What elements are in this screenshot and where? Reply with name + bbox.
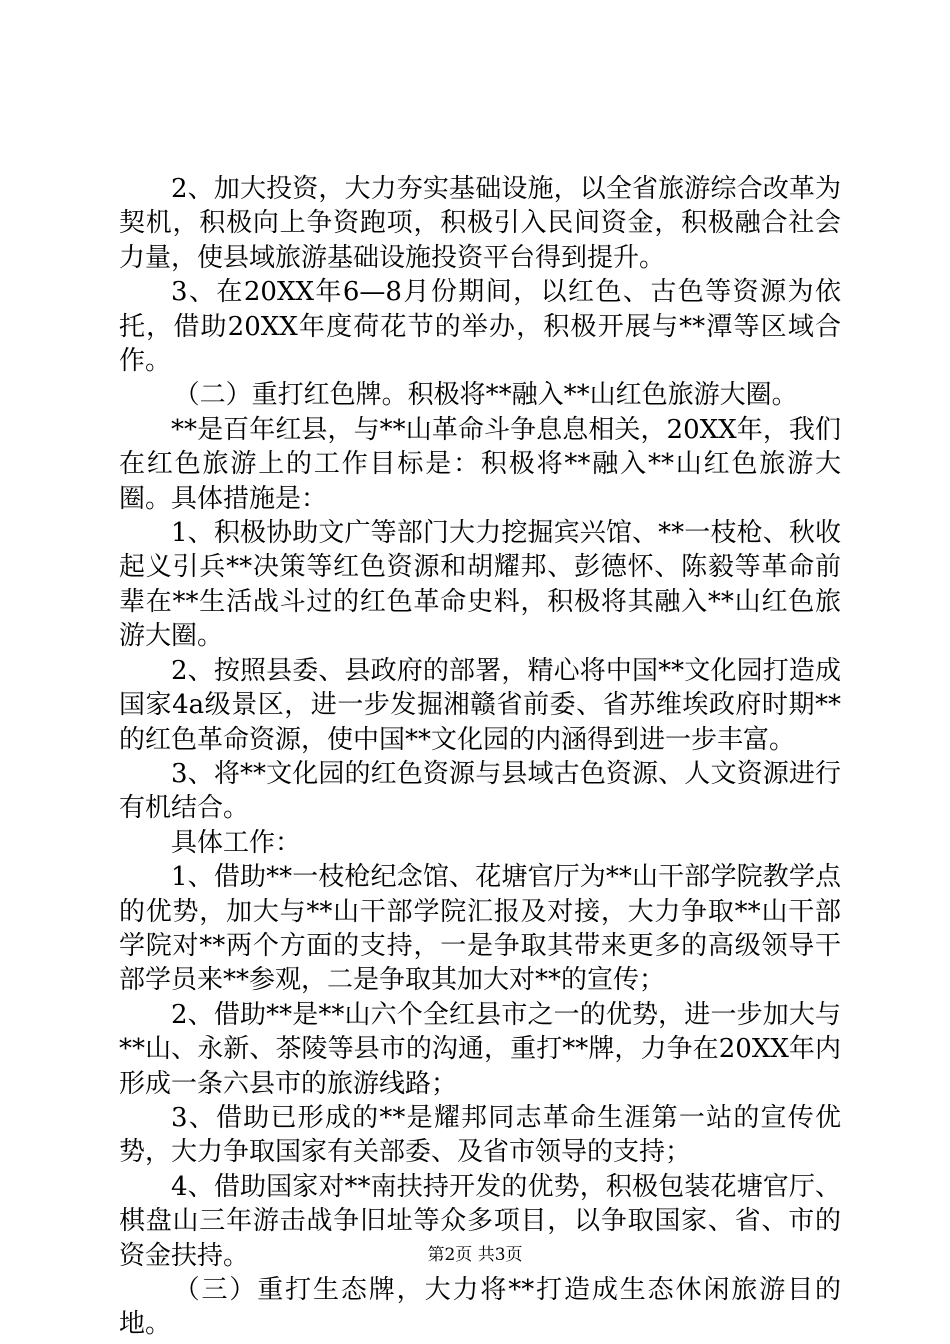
document-body <box>119 172 841 1342</box>
paragraph-measure-1: 1、积极协助文广等部门大力挖掘宾兴馆、**一枝枪、秋收起义引兵**决策等红色资源和胡耀邦、彭德怀、陈毅等革命前辈在**生活战斗过的红色革命史料，积极将其融入**山红色旅游大圈。 <box>119 518 841 652</box>
page-footer: 第2页 共3页 <box>427 1245 523 1265</box>
paragraph-lotus-festival: 3、在20XX年6—8月份期间，以红色、古色等资源为依托，借助20XX年度荷花节的举办，积极开展与**潭等区域合作。 <box>119 277 841 377</box>
section-heading-red-brand: （二）重打红色牌。积极将**融入**山红色旅游大圈。 <box>173 380 798 411</box>
paragraph-measure-3: 3、将**文化园的红色资源与县域古色资源、人文资源进行有机结合。 <box>119 758 841 824</box>
paragraph-investment: 2、加大投资，大力夯实基础设施，以全省旅游综合改革为契机，积极向上争资跑项，积极引入民间资金，积极融合社会力量，使县域旅游基础设施投资平台得到提升。 <box>119 174 841 273</box>
paragraph-red-goal: **是百年红县，与**山革命斗争息息相关，20XX年，我们在红色旅游上的工作目标是：积极将**融入**山红色旅游大圈。具体措施是： <box>119 414 841 514</box>
section-heading-eco-brand: （三）重打生态牌，大力将**打造成生态休闲旅游目的地。 <box>119 1275 841 1340</box>
paragraph-work-1: 1、借助**一枝枪纪念馆、花塘官厅为**山干部学院教学点的优势，加大与**山干部学院汇报及对接，大力争取**山干部学院对**两个方面的支持，一是争取其带来更多的高级领导干部学员来**参观，二是争取其加大对**的宣传； <box>119 862 841 996</box>
paragraph-work-2: 2、借助**是**山六个全红县市之一的优势，进一步加大与**山、永新、茶陵等县市的沟通，重打**牌，力争在20XX年内形成一条六县市的旅游线路； <box>119 999 841 1099</box>
paragraph-work-3: 3、借助已形成的**是耀邦同志革命生涯第一站的宣传优势，大力争取国家有关部委、及省市领导的支持； <box>119 1102 841 1168</box>
paragraph-specific-work-heading: 具体工作： <box>171 827 302 858</box>
paragraph-measure-2: 2、按照县委、县政府的部署，精心将中国**文化园打造成国家4a级景区，进一步发掘湘赣省前委、省苏维埃政府时期**的红色革命资源，使中国**文化园的内涵得到进一步丰富。 <box>119 655 841 755</box>
paragraph-work-4: 4、借助国家对**南扶持开发的优势，积极包装花塘官厅、棋盘山三年游击战争旧址等众多项目，以争取国家、省、市的资金扶持。 <box>119 1171 841 1271</box>
